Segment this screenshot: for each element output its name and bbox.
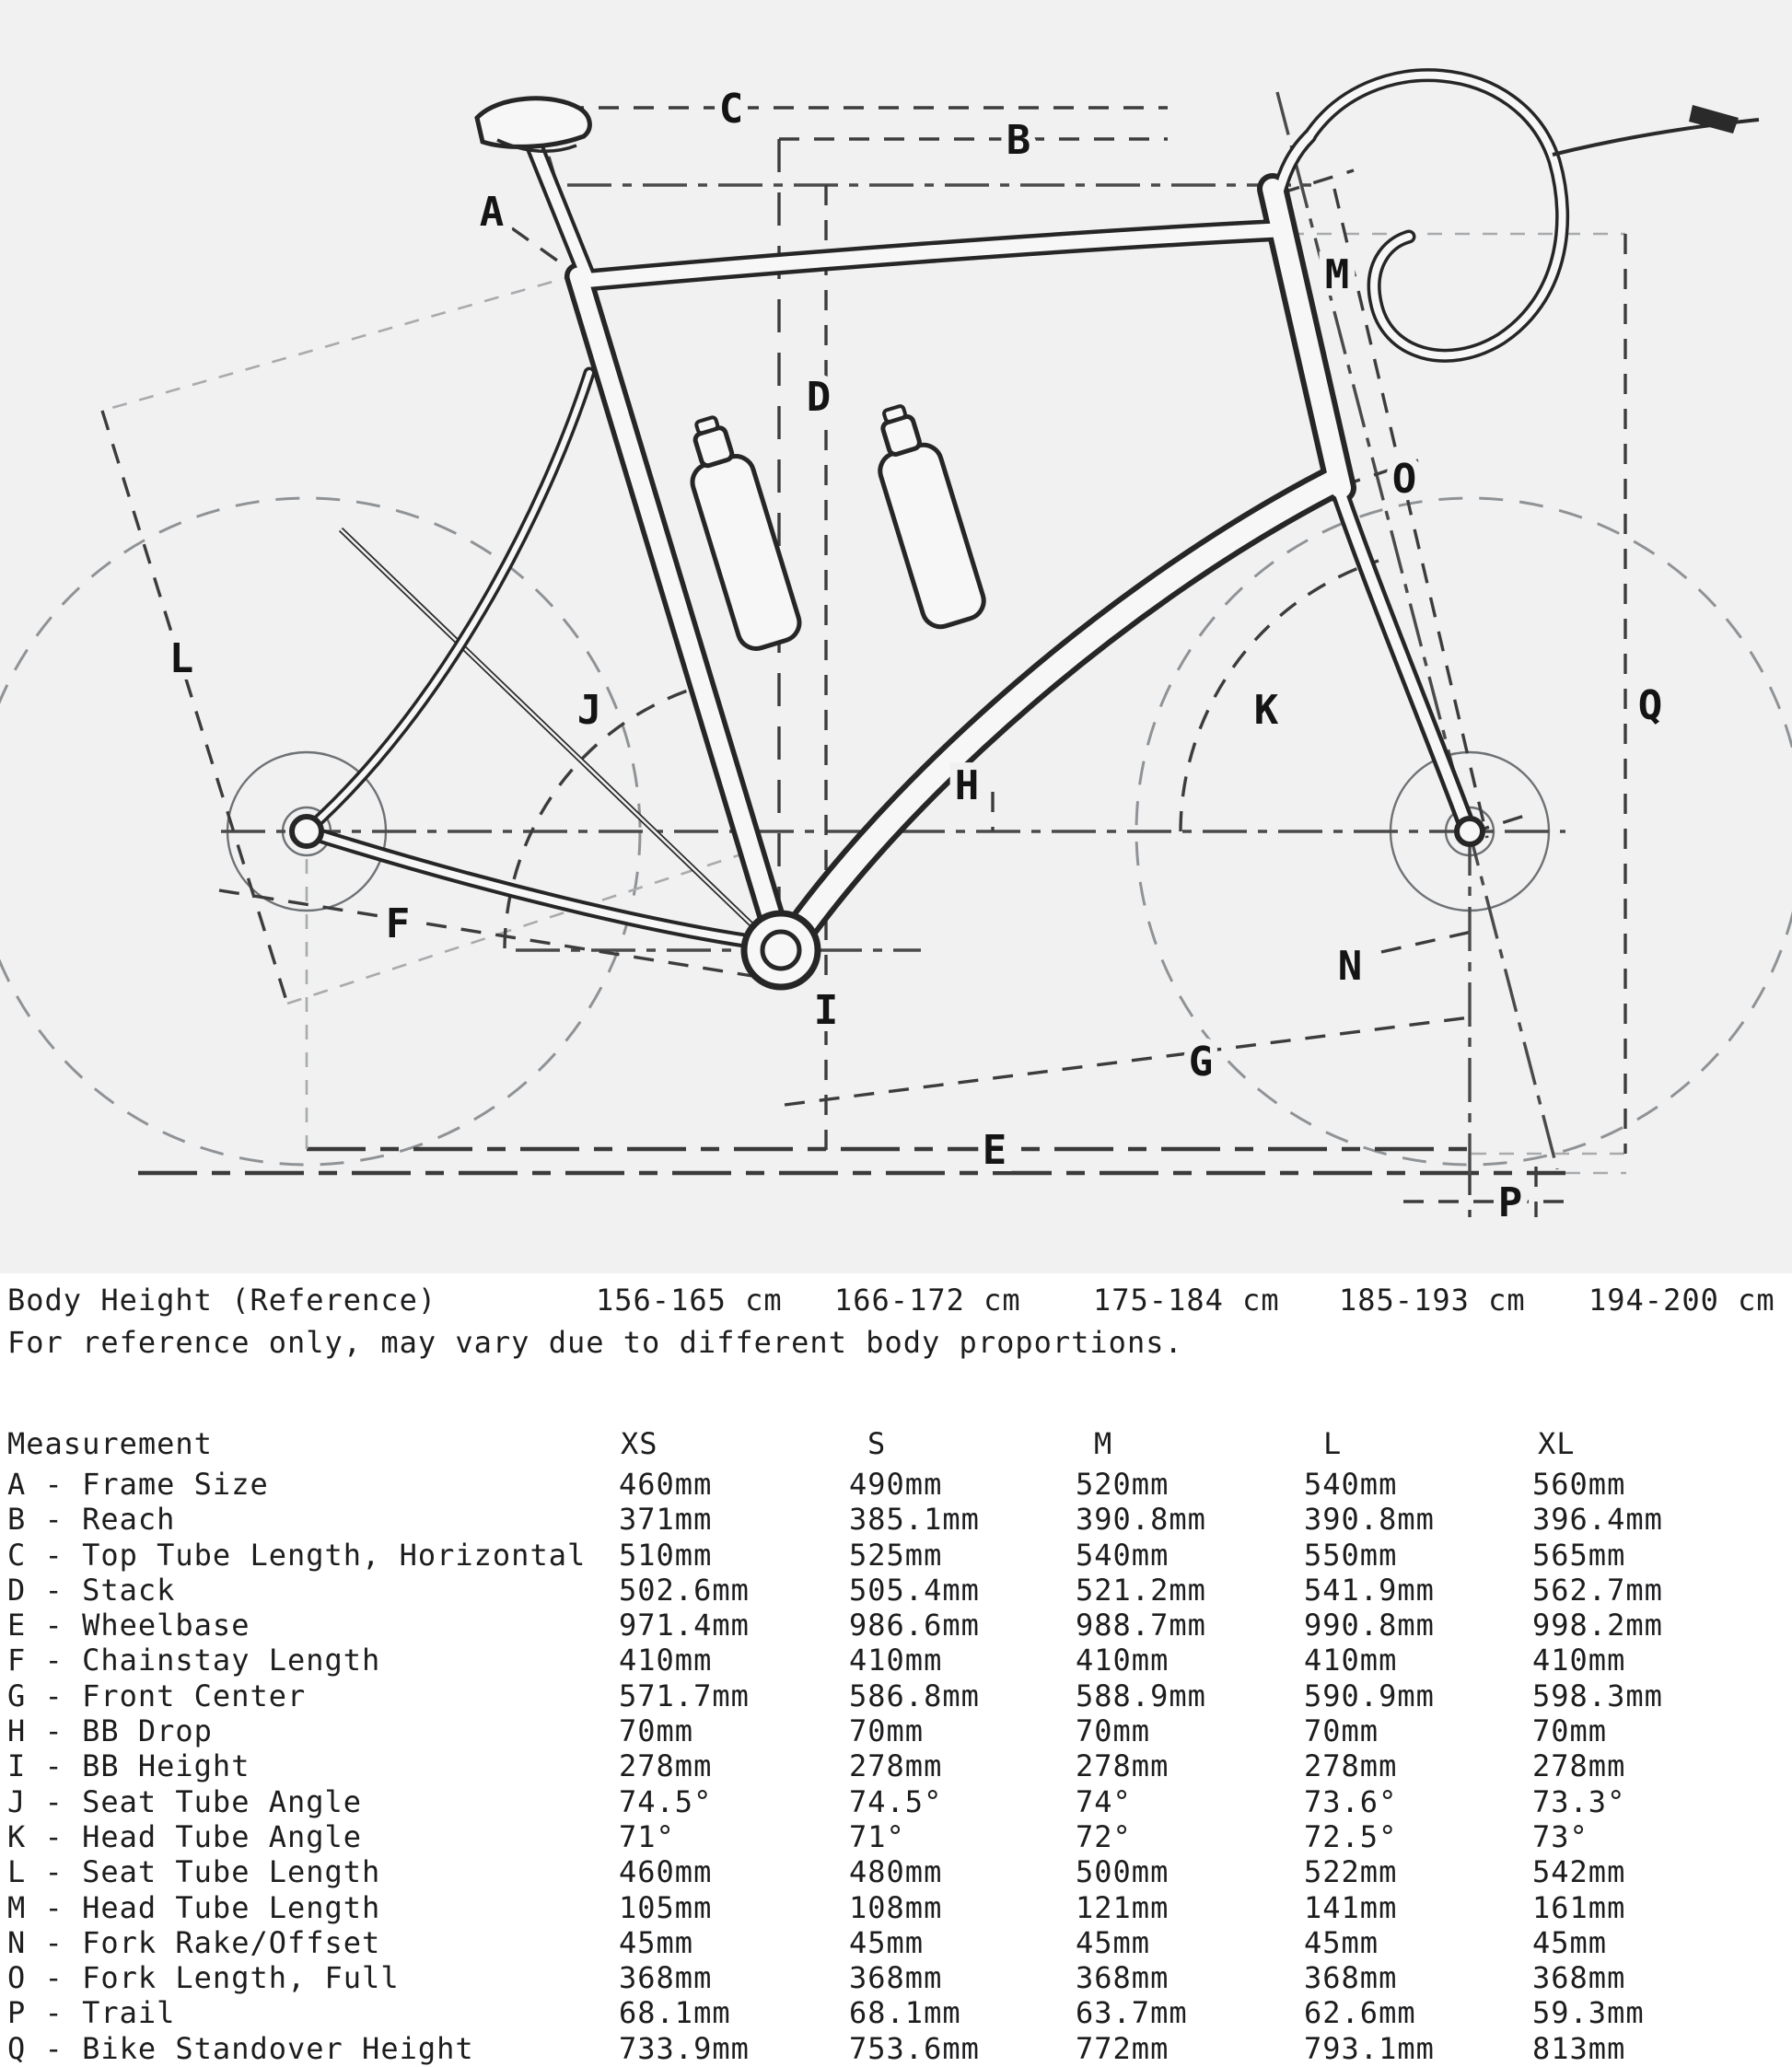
body-height-range: 166-172 cm	[834, 1283, 1021, 1318]
measurement-value: 371mm	[619, 1502, 713, 1538]
measurement-value: 505.4mm	[849, 1572, 980, 1608]
measurement-value: 141mm	[1304, 1889, 1398, 1925]
table-row	[0, 1643, 1792, 1678]
measurement-value: 550mm	[1304, 1537, 1398, 1573]
measurement-value: 753.6mm	[849, 2030, 980, 2066]
table-header-row	[0, 1425, 1792, 1462]
measurement-value: 410mm	[849, 1643, 943, 1678]
label-frame-size: A	[479, 189, 505, 236]
measurement-value: 70mm	[1076, 1713, 1151, 1749]
measurement-value: 502.6mm	[619, 1572, 750, 1608]
measurement-value: 565mm	[1532, 1537, 1626, 1573]
measurement-label: J - Seat Tube Angle	[7, 1783, 363, 1819]
measurement-value: 121mm	[1076, 1889, 1169, 1925]
table-row	[0, 1538, 1792, 1573]
measurement-value: 998.2mm	[1532, 1608, 1663, 1643]
measurement-value: 986.6mm	[849, 1608, 980, 1643]
measurement-label: A - Frame Size	[7, 1467, 269, 1502]
front-dropout	[1457, 819, 1483, 844]
bottom-bracket	[744, 913, 818, 987]
label-chainstay: F	[385, 900, 411, 947]
measurement-value: 70mm	[1532, 1713, 1608, 1749]
measurement-value: 45mm	[849, 1924, 925, 1960]
measurement-value: 500mm	[1076, 1854, 1169, 1890]
measurement-value: 793.1mm	[1304, 2030, 1435, 2066]
measurement-value: 59.3mm	[1532, 1995, 1645, 2031]
measurement-value: 541.9mm	[1304, 1572, 1435, 1608]
measurement-value: 368mm	[1532, 1960, 1626, 1996]
body-height-row	[0, 1282, 1792, 1318]
measurement-header: Measurement	[7, 1426, 213, 1461]
body-height-range: 185-193 cm	[1339, 1283, 1526, 1318]
measurement-value: 105mm	[619, 1889, 713, 1925]
measurement-label: I - BB Height	[7, 1748, 250, 1784]
measurement-value: 161mm	[1532, 1889, 1626, 1925]
measurement-value: 68.1mm	[849, 1995, 961, 2031]
measurement-value: 278mm	[1304, 1748, 1398, 1784]
measurement-value: 390.8mm	[1076, 1502, 1206, 1538]
body-height-range: 175-184 cm	[1093, 1283, 1280, 1318]
measurement-value: 586.8mm	[849, 1678, 980, 1713]
label-wheelbase: E	[982, 1127, 1007, 1174]
table-row	[0, 1819, 1792, 1854]
measurement-value: 385.1mm	[849, 1502, 980, 1538]
measurement-value: 598.3mm	[1532, 1678, 1663, 1713]
measurement-value: 278mm	[849, 1748, 943, 1784]
measurement-value: 510mm	[619, 1537, 713, 1573]
measurement-value: 368mm	[619, 1960, 713, 1996]
body-height-note-row	[0, 1324, 1792, 1361]
label-head-angle: K	[1253, 687, 1279, 734]
measurement-label: B - Reach	[7, 1502, 176, 1538]
measurement-value: 410mm	[619, 1643, 713, 1678]
table-row	[0, 1608, 1792, 1643]
measurement-value: 590.9mm	[1304, 1678, 1435, 1713]
label-reach: B	[1006, 117, 1031, 164]
measurement-value: 540mm	[1304, 1467, 1398, 1502]
measurement-label: Q - Bike Standover Height	[7, 2030, 474, 2066]
measurement-label: F - Chainstay Length	[7, 1643, 381, 1678]
measurement-value: 278mm	[1532, 1748, 1626, 1784]
table-row	[0, 1573, 1792, 1608]
measurement-value: 520mm	[1076, 1467, 1169, 1502]
label-standover: Q	[1637, 682, 1663, 729]
table-row	[0, 1995, 1792, 2030]
measurement-value: 410mm	[1304, 1643, 1398, 1678]
measurement-value: 62.6mm	[1304, 1995, 1416, 2031]
measurement-value: 45mm	[1532, 1924, 1608, 1960]
size-header-s: S	[867, 1426, 887, 1461]
measurement-value: 368mm	[1076, 1960, 1169, 1996]
measurement-value: 490mm	[849, 1467, 943, 1502]
measurement-value: 70mm	[849, 1713, 925, 1749]
measurement-value: 542mm	[1532, 1854, 1626, 1890]
body-height-range: 194-200 cm	[1588, 1283, 1775, 1318]
table-row	[0, 1960, 1792, 1995]
table-row	[0, 1854, 1792, 1889]
measurement-value: 480mm	[849, 1854, 943, 1890]
measurement-label: O - Fork Length, Full	[7, 1960, 400, 1996]
seatpost-head	[477, 99, 589, 147]
measurement-label: H - BB Drop	[7, 1713, 213, 1749]
measurement-value: 278mm	[619, 1748, 713, 1784]
body-height-range: 156-165 cm	[596, 1283, 783, 1318]
measurement-value: 72.5°	[1304, 1818, 1398, 1854]
size-header-xl: XL	[1538, 1426, 1576, 1461]
measurement-value: 410mm	[1532, 1643, 1626, 1678]
label-fork-rake: N	[1337, 943, 1363, 990]
measurement-value: 772mm	[1076, 2030, 1169, 2066]
measurement-value: 63.7mm	[1076, 1995, 1188, 2031]
measurement-value: 733.9mm	[619, 2030, 750, 2066]
label-seat-angle: J	[576, 687, 602, 734]
measurement-label: G - Front Center	[7, 1678, 307, 1713]
measurement-label: D - Stack	[7, 1572, 176, 1608]
measurement-label: E - Wheelbase	[7, 1608, 250, 1643]
measurement-label: C - Top Tube Length, Horizontal	[7, 1537, 587, 1573]
measurement-value: 74°	[1076, 1783, 1132, 1819]
measurement-value: 74.5°	[849, 1783, 943, 1819]
table-row	[0, 1502, 1792, 1537]
label-bb-height: I	[813, 987, 839, 1034]
geometry-table-rows	[0, 1467, 1792, 2066]
label-fork-length: O	[1391, 456, 1417, 503]
measurement-value: 368mm	[849, 1960, 943, 1996]
measurement-value: 990.8mm	[1304, 1608, 1435, 1643]
size-header-xs: XS	[621, 1426, 658, 1461]
measurement-value: 390.8mm	[1304, 1502, 1435, 1538]
label-front-center: G	[1188, 1039, 1214, 1086]
label-stack: D	[806, 374, 832, 421]
measurement-label: L - Seat Tube Length	[7, 1854, 381, 1890]
measurement-label: K - Head Tube Angle	[7, 1818, 363, 1854]
measurement-value: 45mm	[1076, 1924, 1151, 1960]
measurement-value: 813mm	[1532, 2030, 1626, 2066]
label-head-tube-len: M	[1324, 251, 1350, 298]
measurement-value: 70mm	[619, 1713, 694, 1749]
body-height-note: For reference only, may vary due to different body proportions.	[7, 1325, 1183, 1360]
measurement-value: 562.7mm	[1532, 1572, 1663, 1608]
measurement-value: 540mm	[1076, 1537, 1169, 1573]
measurement-value: 108mm	[849, 1889, 943, 1925]
size-header-l: L	[1323, 1426, 1343, 1461]
measurement-value: 460mm	[619, 1854, 713, 1890]
measurement-value: 410mm	[1076, 1643, 1169, 1678]
measurement-value: 571.7mm	[619, 1678, 750, 1713]
table-row	[0, 1890, 1792, 1925]
measurement-value: 560mm	[1532, 1467, 1626, 1502]
measurement-value: 73.6°	[1304, 1783, 1398, 1819]
measurement-value: 70mm	[1304, 1713, 1379, 1749]
measurement-value: 278mm	[1076, 1748, 1169, 1784]
measurement-value: 71°	[619, 1818, 675, 1854]
table-row	[0, 1678, 1792, 1713]
measurement-value: 525mm	[849, 1537, 943, 1573]
label-top-tube: C	[718, 86, 744, 133]
measurement-value: 988.7mm	[1076, 1608, 1206, 1643]
measurement-label: P - Trail	[7, 1995, 176, 2031]
table-row	[0, 1784, 1792, 1819]
measurement-value: 45mm	[619, 1924, 694, 1960]
table-row	[0, 1925, 1792, 1960]
rear-dropout	[292, 817, 321, 846]
size-header-m: M	[1094, 1426, 1113, 1461]
table-row	[0, 1713, 1792, 1748]
label-trail: P	[1497, 1179, 1523, 1226]
label-seat-tube-len: L	[169, 635, 194, 682]
measurement-value: 971.4mm	[619, 1608, 750, 1643]
body-height-label: Body Height (Reference)	[7, 1283, 437, 1318]
measurement-value: 460mm	[619, 1467, 713, 1502]
measurement-value: 73°	[1532, 1818, 1588, 1854]
measurement-value: 521.2mm	[1076, 1572, 1206, 1608]
measurement-value: 522mm	[1304, 1854, 1398, 1890]
measurement-value: 68.1mm	[619, 1995, 731, 2031]
measurement-value: 45mm	[1304, 1924, 1379, 1960]
measurement-value: 368mm	[1304, 1960, 1398, 1996]
label-bb-drop: H	[954, 762, 980, 809]
measurement-value: 71°	[849, 1818, 905, 1854]
measurement-label: N - Fork Rake/Offset	[7, 1924, 381, 1960]
measurement-value: 396.4mm	[1532, 1502, 1663, 1538]
measurement-value: 73.3°	[1532, 1783, 1626, 1819]
measurement-label: M - Head Tube Length	[7, 1889, 381, 1925]
table-row	[0, 2031, 1792, 2066]
measurement-value: 74.5°	[619, 1783, 713, 1819]
measurement-value: 72°	[1076, 1818, 1132, 1854]
table-row	[0, 1748, 1792, 1783]
table-row	[0, 1467, 1792, 1502]
measurement-value: 588.9mm	[1076, 1678, 1206, 1713]
